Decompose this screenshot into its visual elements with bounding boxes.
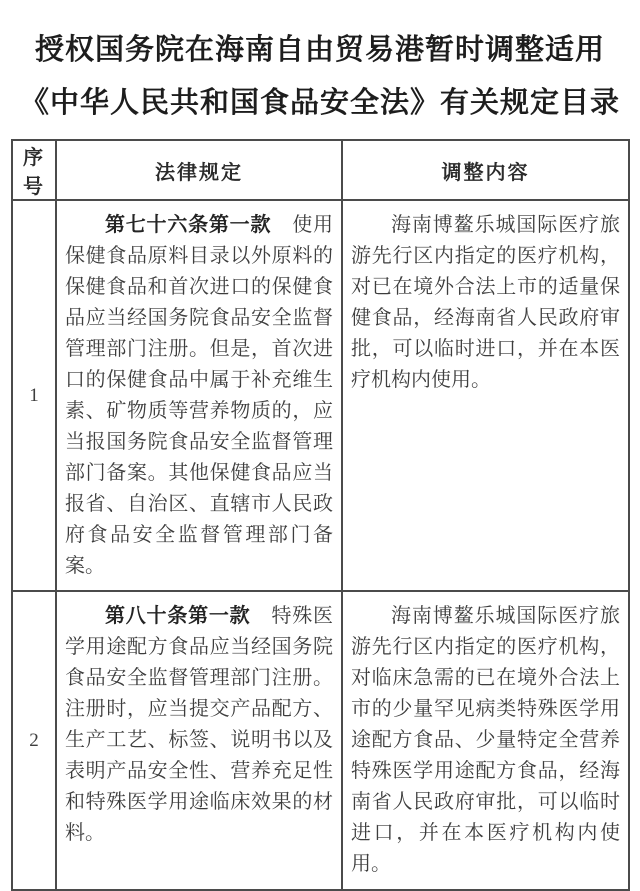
column-header-serial-number: 序号 (12, 140, 56, 200)
table-row (12, 591, 629, 890)
legal-provision-cell (56, 200, 342, 591)
adjustment-paragraph: 海南博鳌乐城国际医疗旅游先行区内指定的医疗机构，对临床急需的已在境外合法上市的少量罕见病类特殊医学用途配方食品、少量特定全营养特殊医学用途配方食品，经海南省人民政府审批，可以临时进口，并在本医疗机构内使用。 (351, 605, 620, 875)
law-article-text: 特殊医学用途配方食品应当经国务院食品安全监督管理部门注册。注册时，应当提交产品配方、生产工艺、标签、说明书以及表明产品安全性、营养充足性和特殊医学用途临床效果的材料。 (65, 605, 334, 844)
column-header-legal-provision: 法律规定 (56, 140, 342, 200)
row-number: 1 (12, 200, 56, 591)
law-article-heading: 第八十条第一款 (105, 605, 251, 627)
law-article-heading: 第七十六条第一款 (105, 214, 272, 236)
table-row (12, 200, 629, 591)
legal-provision-paragraph (65, 601, 333, 849)
title-line-1: 授权国务院在海南自由贸易港暂时调整适用 (34, 34, 605, 66)
document-title (0, 0, 640, 130)
adjustment-content-cell (342, 591, 629, 890)
row-number: 2 (12, 591, 56, 890)
regulations-table (11, 139, 630, 891)
legal-provision-paragraph (65, 210, 333, 582)
table-header-row (12, 140, 629, 200)
law-article-text: 使用保健食品原料目录以外原料的保健食品和首次进口的保健食品应当经国务院食品安全监督管理部门注册。但是，首次进口的保健食品中属于补充维生素、矿物质等营养物质的，应当报国务院食品安全监督管理部门备案。其他保健食品应当报省、自治区、直辖市人民政府食品安全监督管理部门备案。 (65, 214, 334, 577)
legal-provision-cell (56, 591, 342, 890)
column-header-adjustment-content: 调整内容 (342, 140, 629, 200)
title-line-2: 《中华人民共和国食品安全法》有关规定目录 (19, 87, 620, 119)
adjustment-content-cell (342, 200, 629, 591)
adjustment-paragraph: 海南博鳌乐城国际医疗旅游先行区内指定的医疗机构，对已在境外合法上市的适量保健食品，经海南省人民政府审批，可以临时进口，并在本医疗机构内使用。 (351, 214, 620, 391)
